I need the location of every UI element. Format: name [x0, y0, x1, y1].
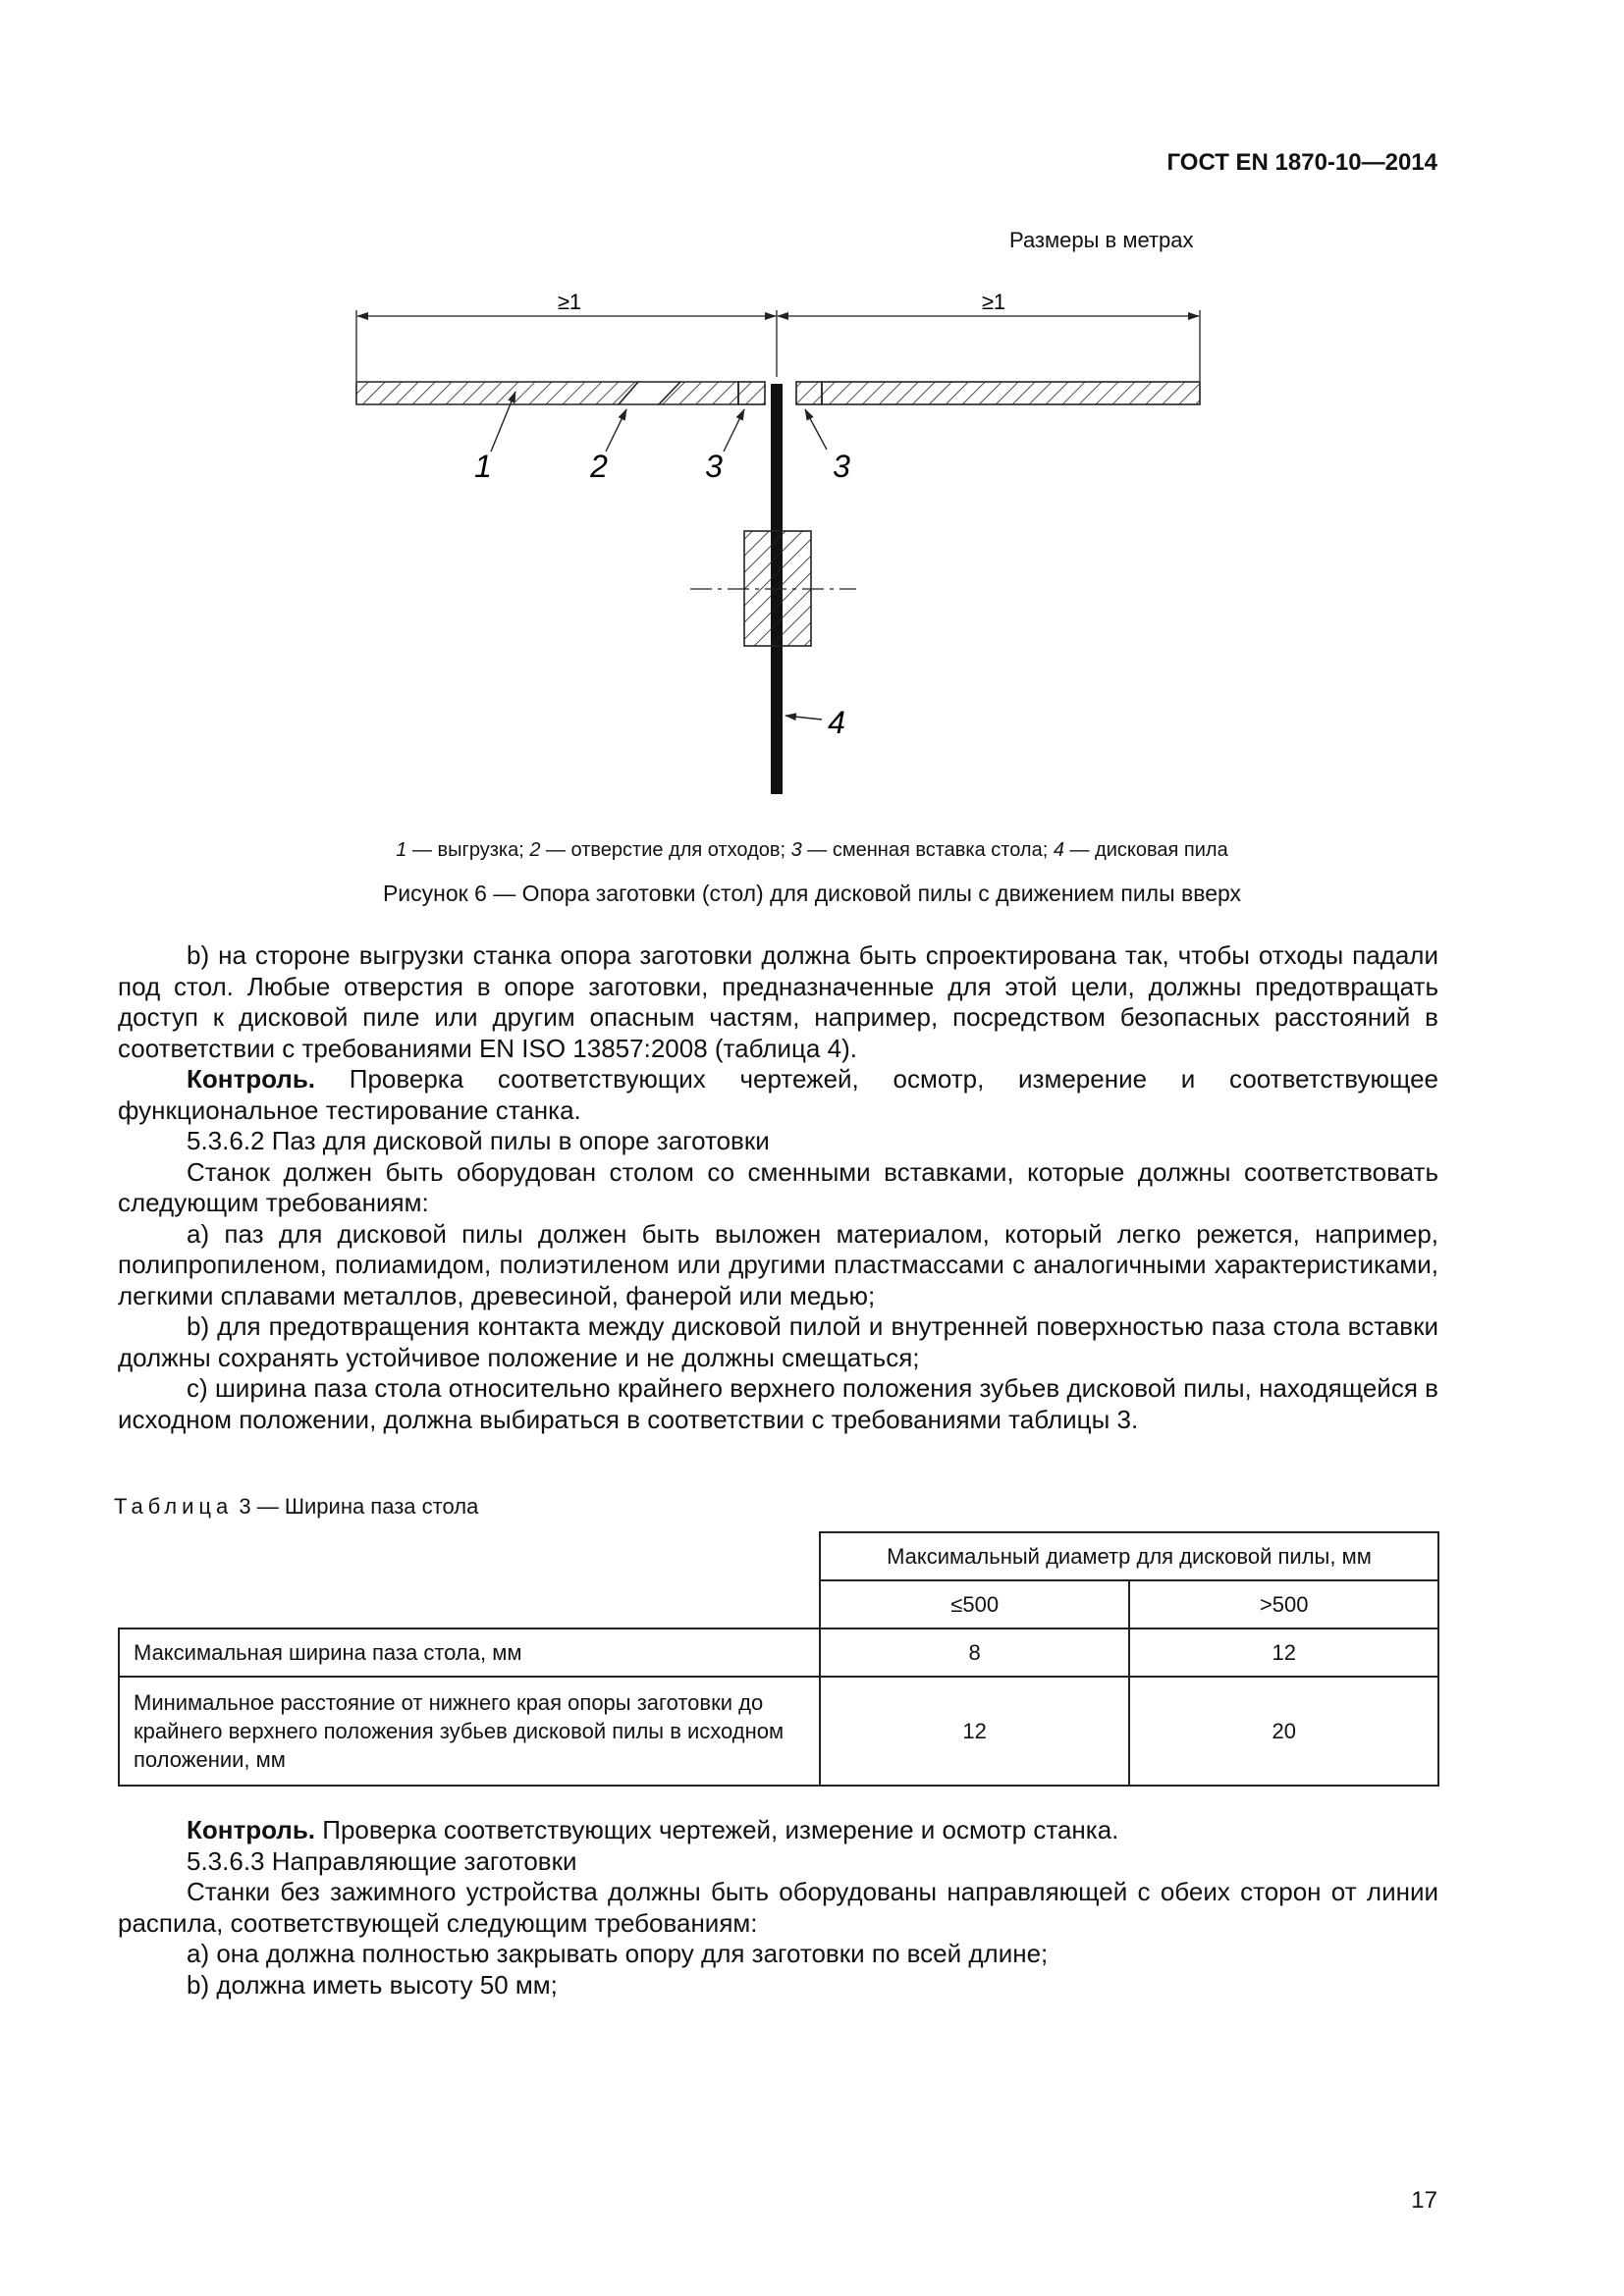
- leader-3-right: [805, 409, 827, 450]
- table-cell: 12: [820, 1677, 1130, 1786]
- body-section-1: [118, 940, 1438, 1435]
- leader-3-left: [724, 409, 744, 452]
- leader-2: [606, 409, 626, 452]
- table-cell: 20: [1129, 1677, 1438, 1786]
- paragraph-control-2: Контроль. Проверка соответствующих чертежей, измерение и осмотр станка.: [187, 1815, 1119, 1844]
- table-insert-right: [796, 382, 822, 404]
- paragraph-guides-a: a) она должна полностью закрывать опору для заготовки по всей длине;: [187, 1939, 1049, 1968]
- standard-code: ГОСТ EN 1870-10—2014: [1166, 149, 1437, 176]
- table-row: [119, 1629, 1438, 1677]
- table-3: [118, 1531, 1439, 1787]
- callout-1: 1: [474, 449, 492, 484]
- outfeed-table-left: [356, 382, 738, 404]
- callout-3-left: 3: [705, 449, 723, 484]
- table-cell: 12: [1129, 1629, 1438, 1677]
- paragraph-b-outfeed: b) на стороне выгрузки станка опора заготовки должна быть спроектирована так, чтобы отходы падали под стол. Любые отверстия в опоре заготовки, предназначенные для этой цели, должны предотвращать доступ к дисковой пиле или другим опасным частям, например, посредством безопасных расстояний в соответствии с требованиями EN ISO 13857:2008 (таблица 4).: [118, 940, 1438, 1063]
- table-empty-corner: [119, 1532, 820, 1629]
- paragraph-c-width: c) ширина паза стола относительно крайнего верхнего положения зубьев дисковой пилы, находящейся в исходном положении, должна выбираться в соответствии с требованиями таблицы 3.: [118, 1373, 1438, 1434]
- callout-3-right: 3: [833, 449, 850, 484]
- dimension-label-left: ≥1: [557, 290, 582, 314]
- units-note: Размеры в метрах: [1009, 228, 1194, 252]
- paragraph-machine-inserts: Станок должен быть оборудован столом со сменными вставками, которые должны соответствовать следующим требованиям:: [118, 1156, 1438, 1217]
- table-title: Таблица 3 — Ширина паза стола: [114, 1494, 479, 1519]
- table-group-header: Максимальный диаметр для дисковой пилы, мм: [820, 1532, 1438, 1580]
- paragraph-control-1: Контроль. Проверка соответствующих чертежей, осмотр, измерение и соответствующее функциональное тестирование станка.: [118, 1064, 1438, 1125]
- figure-caption: Рисунок 6 — Опора заготовки (стол) для дисковой пилы с движением пилы вверх: [382, 881, 1242, 906]
- page-number: 17: [1411, 2187, 1437, 2214]
- paragraph-guides: Станки без зажимного устройства должны быть оборудованы направляющей с обеих сторон от линии распила, соответствующей следующим требованиям:: [118, 1877, 1438, 1938]
- section-heading-5-3-6-3: 5.3.6.3 Направляющие заготовки: [187, 1845, 577, 1876]
- table-row: [119, 1677, 1438, 1786]
- leader-4: [785, 716, 822, 720]
- callout-4: 4: [828, 705, 845, 740]
- figure-6-drawing: [295, 285, 1237, 815]
- section-heading-5-3-6-2: 5.3.6.2 Паз для дисковой пилы в опоре заготовки: [187, 1126, 770, 1155]
- paragraph-guides-b: b) должна иметь высоту 50 мм;: [187, 1969, 558, 2000]
- table-col-header: ≤500: [820, 1580, 1130, 1629]
- table-col-header: >500: [1129, 1580, 1438, 1629]
- paragraph-b-inserts: b) для предотвращения контакта между дисковой пилой и внутренней поверхностью паза стола вставки должны сохранять устойчивое положение и не должны смещаться;: [118, 1311, 1438, 1372]
- support-table-right: [822, 382, 1200, 404]
- table-row-label: Максимальная ширина паза стола, мм: [119, 1629, 820, 1677]
- callout-2: 2: [590, 449, 608, 484]
- paragraph-a-material: a) паз для дисковой пилы должен быть выложен материалом, который легко режется, например, полипропиленом, полиамидом, полиэтиленом или другими пластмассами с аналогичными характеристиками, легкими сплавами металлов, древесиной, фанерой или медью;: [118, 1218, 1438, 1310]
- figure-legend: 1 — выгрузка; 2 — отверстие для отходов; 3 — сменная вставка стола; 4 — дисковая пила: [396, 839, 1228, 861]
- table-cell: 8: [820, 1629, 1130, 1677]
- table-insert-left: [738, 382, 765, 404]
- table-row-label: Минимальное расстояние от нижнего края опоры заготовки до крайнего верхнего положения зубьев дисковой пилы в исходном положении, мм: [119, 1677, 820, 1786]
- dimension-label-right: ≥1: [981, 290, 1006, 314]
- body-section-2: [118, 1815, 1438, 2001]
